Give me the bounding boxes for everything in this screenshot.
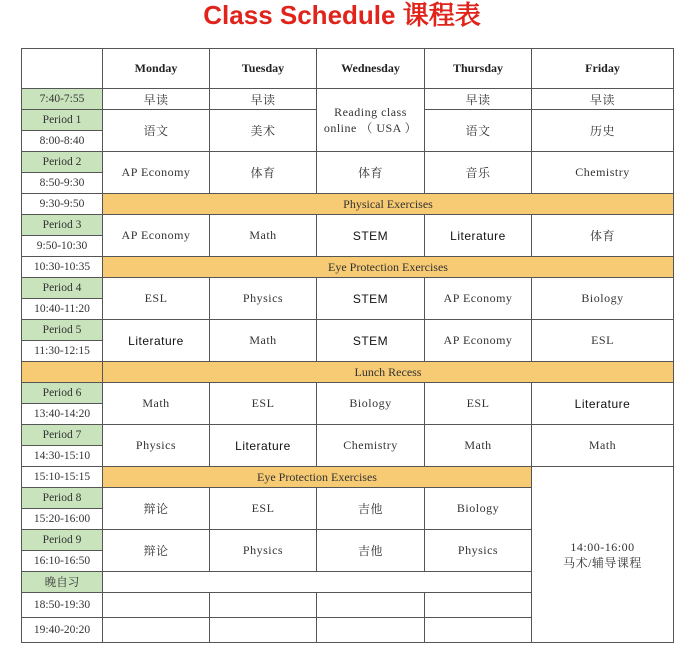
table-row [22,215,674,236]
page-title: Class Schedule 课程表 [203,0,481,30]
activity-band: Lunch Recess [103,362,674,383]
class-cell: 辩论 [103,488,210,530]
class-cell: 辩论 [103,530,210,572]
time-cell: 7:40-7:55 [22,89,103,110]
class-cell: ESL [532,320,674,362]
schedule-table [21,48,674,643]
day-header: Wednesday [317,49,425,89]
empty-cell [317,593,425,618]
table-row [22,362,674,383]
friday-afternoon-cell [532,467,674,643]
table-row [22,425,674,446]
class-cell: Biology [425,488,532,530]
day-header: Tuesday [210,49,317,89]
friday-afternoon-time: 14:00-16:00 [570,539,635,554]
empty-cell [210,618,317,643]
class-cell: Physics [425,530,532,572]
class-cell: STEM [317,215,425,257]
class-cell: Math [532,425,674,467]
class-cell: ESL [425,383,532,425]
class-cell: 体育 [532,215,674,257]
class-cell: Literature [210,425,317,467]
class-cell: 体育 [317,152,425,194]
day-header: Thursday [425,49,532,89]
class-cell: Physics [210,278,317,320]
class-cell: STEM [317,320,425,362]
friday-afternoon-label: 马术/辅导课程 [563,555,642,570]
class-cell: AP Economy [103,152,210,194]
class-cell: Biology [532,278,674,320]
period-cell: Period 8 [22,488,103,509]
empty-cell [103,618,210,643]
time-cell: 8:00-8:40 [22,131,103,152]
class-cell: STEM [317,278,425,320]
class-cell: 吉他 [317,488,425,530]
class-cell: 历史 [532,110,674,152]
class-cell: Math [425,425,532,467]
class-cell: Biology [317,383,425,425]
class-cell: Physics [210,530,317,572]
activity-band: Eye Protection Exercises [103,467,532,488]
class-cell: AP Economy [425,320,532,362]
period-cell: Period 3 [22,215,103,236]
class-cell: 早读 [103,89,210,110]
class-cell: Physics [103,425,210,467]
empty-cell [425,593,532,618]
band-spacer [22,362,103,383]
class-cell: Math [210,320,317,362]
table-row [22,152,674,173]
empty-cell [425,618,532,643]
class-cell: Reading class online （ USA ） [317,89,425,152]
period-cell: Period 7 [22,425,103,446]
day-header: Monday [103,49,210,89]
time-cell: 10:30-10:35 [22,257,103,278]
class-cell: 音乐 [425,152,532,194]
period-cell: Period 5 [22,320,103,341]
class-cell: ESL [210,488,317,530]
empty-cell [103,593,210,618]
time-cell: 11:30-12:15 [22,341,103,362]
class-cell: 早读 [210,89,317,110]
time-cell: 18:50-19:30 [22,593,103,618]
class-cell: 语文 [103,110,210,152]
time-cell: 13:40-14:20 [22,404,103,425]
time-cell: 9:30-9:50 [22,194,103,215]
period-cell: Period 9 [22,530,103,551]
class-cell: 美术 [210,110,317,152]
table-row [22,89,674,110]
class-cell: Chemistry [317,425,425,467]
table-row [22,467,674,488]
activity-band: Physical Exercises [103,194,674,215]
period-cell: Period 4 [22,278,103,299]
corner-cell [22,49,103,89]
time-cell: 15:10-15:15 [22,467,103,488]
table-row [22,194,674,215]
class-cell: Literature [103,320,210,362]
class-cell: Math [210,215,317,257]
class-cell: ESL [103,278,210,320]
class-cell: AP Economy [103,215,210,257]
table-row [22,320,674,341]
class-cell: ESL [210,383,317,425]
time-cell: 8:50-9:30 [22,173,103,194]
time-cell: 10:40-11:20 [22,299,103,320]
period-cell: Period 6 [22,383,103,404]
header-row [22,49,674,89]
day-header: Friday [532,49,674,89]
class-cell: 语文 [425,110,532,152]
class-cell: 吉他 [317,530,425,572]
class-cell: AP Economy [425,278,532,320]
time-cell: 15:20-16:00 [22,509,103,530]
time-cell: 19:40-20:20 [22,618,103,643]
time-cell: 14:30-15:10 [22,446,103,467]
class-cell: Literature [532,383,674,425]
class-cell: Literature [425,215,532,257]
class-cell: 早读 [425,89,532,110]
table-row [22,383,674,404]
period-cell: Period 1 [22,110,103,131]
table-row [22,278,674,299]
empty-cell [317,618,425,643]
evening-label-cell: 晚自习 [22,572,103,593]
empty-cell [103,572,532,593]
table-row [22,257,674,278]
activity-band: Eye Protection Exercises [103,257,674,278]
period-cell: Period 2 [22,152,103,173]
class-cell: Math [103,383,210,425]
time-cell: 9:50-10:30 [22,236,103,257]
class-cell: 早读 [532,89,674,110]
empty-cell [210,593,317,618]
time-cell: 16:10-16:50 [22,551,103,572]
class-cell: 体育 [210,152,317,194]
class-cell: Chemistry [532,152,674,194]
